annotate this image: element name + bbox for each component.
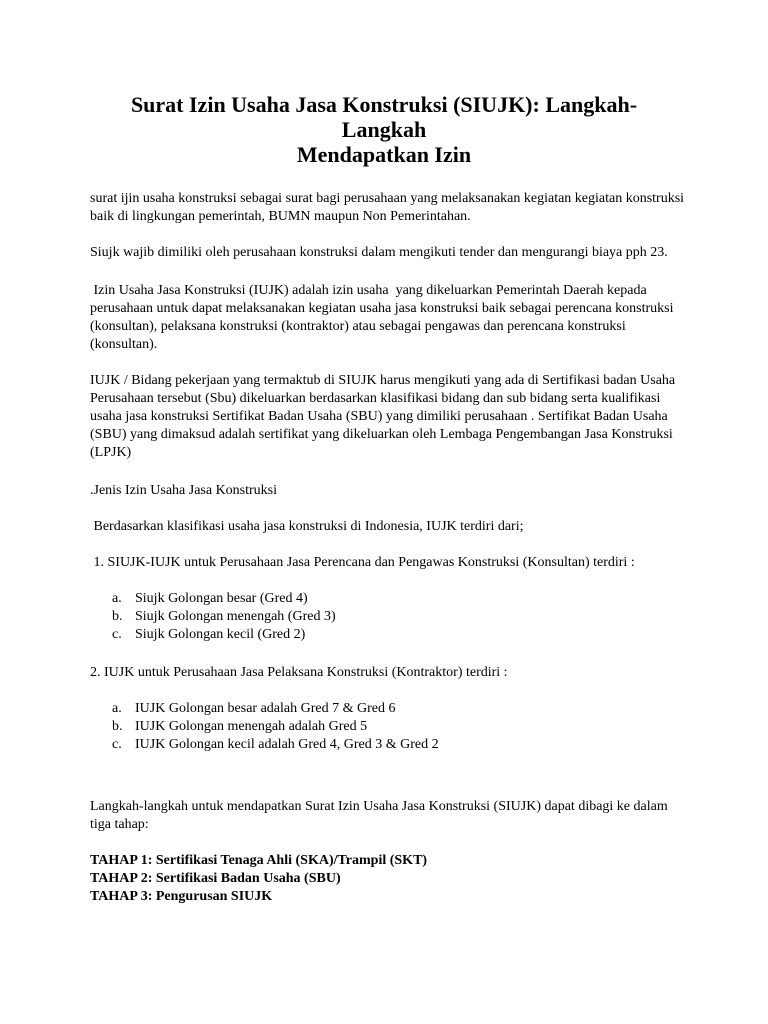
list-item [90,736,690,754]
list-marker: a. [112,591,122,606]
title-line: Surat Izin Usaha Jasa Konstruksi (SIUJK): Langkah- [130,92,638,117]
list-item-text: IUJK Golongan kecil adalah Gred 4, Gred 3 & Gred 2 [135,737,439,752]
document-body [90,190,690,906]
list-item-text: IUJK Golongan menengah adalah Gred 5 [135,719,368,734]
tahap-3: TAHAP 3: Pengurusan SIUJK [90,889,273,904]
tahap-1: TAHAP 1: Sertifikasi Tenaga Ahli (SKA)/Trampil (SKT) [90,853,428,868]
group1-heading: 1. SIUJK-IUJK untuk Perusahaan Jasa Perencana dan Pengawas Konstruksi (Konsultan) terdiri : [90,555,635,570]
list-item [90,718,690,736]
title-line: Langkah [341,117,427,142]
list-item-text: Siujk Golongan menengah (Gred 3) [135,609,336,624]
list-marker: b. [112,609,123,624]
list-item-text: Siujk Golongan besar (Gred 4) [135,591,308,606]
iujk-bidang-paragraph: IUJK / Bidang pekerjaan yang termaktub di SIUJK harus mengikuti yang ada di Sertifikasi badan Usaha Perusahaan tersebut (Sbu) dikeluarkan berdasarkan klasifikasi bidang dan sub bidang serta kualifikasi usaha jasa konstruksi Sertifikat Badan Usaha (SBU) yang dimiliki perusahaan . Sertifikat Badan Usaha (SBU) yang dimaksud adalah sertifikat yang dikeluarkan oleh Lembaga Pengembangan Jasa Konstruksi (LPJK) [90,373,676,460]
list-item [90,590,690,608]
list-marker: c. [112,737,122,752]
list-marker: b. [112,719,123,734]
intro-paragraph: surat ijin usaha konstruksi sebagai surat bagi perusahaan yang melaksanakan kegiatan kegiatan konstruksi baik di lingkungan pemerintah, BUMN maupun Non Pemerintahan. [90,191,685,224]
siujk-wajib-paragraph: Siujk wajib dimiliki oleh perusahaan konstruksi dalam mengikuti tender dan mengurangi biaya pph 23. [90,245,668,260]
tahap-2: TAHAP 2: Sertifikasi Badan Usaha (SBU) [90,871,341,886]
berdasarkan-paragraph: Berdasarkan klasifikasi usaha jasa konstruksi di Indonesia, IUJK terdiri dari; [90,519,524,534]
group2-heading: 2. IUJK untuk Perusahaan Jasa Pelaksana Konstruksi (Kontraktor) terdiri : [90,665,508,680]
list-item-text: Siujk Golongan kecil (Gred 2) [135,627,306,642]
list-marker: a. [112,701,122,716]
group2-list [90,700,690,754]
jenis-heading: .Jenis Izin Usaha Jasa Konstruksi [90,483,278,498]
group1-list [90,590,690,644]
iujk-definition-paragraph: Izin Usaha Jasa Konstruksi (IUJK) adalah izin usaha yang dikeluarkan Pemerintah Daerah kepada perusahaan untuk dapat melaksanakan kegiatan usaha jasa konstruksi baik sebagai perencana konstruksi (konsultan), pelaksana konstruksi (kontraktor) atau sebagai pengawas dan perencana konstruksi (konsultan). [90,283,678,352]
list-marker: c. [112,627,122,642]
list-item-text: IUJK Golongan besar adalah Gred 7 & Gred 6 [135,701,396,716]
list-item [90,626,690,644]
title-line: Mendapatkan Izin [296,142,472,167]
list-item [90,700,690,718]
langkah-paragraph: Langkah-langkah untuk mendapatkan Surat Izin Usaha Jasa Konstruksi (SIUJK) dapat dibagi ke dalam tiga tahap: [90,799,668,832]
list-item [90,608,690,626]
document-title [90,92,678,167]
